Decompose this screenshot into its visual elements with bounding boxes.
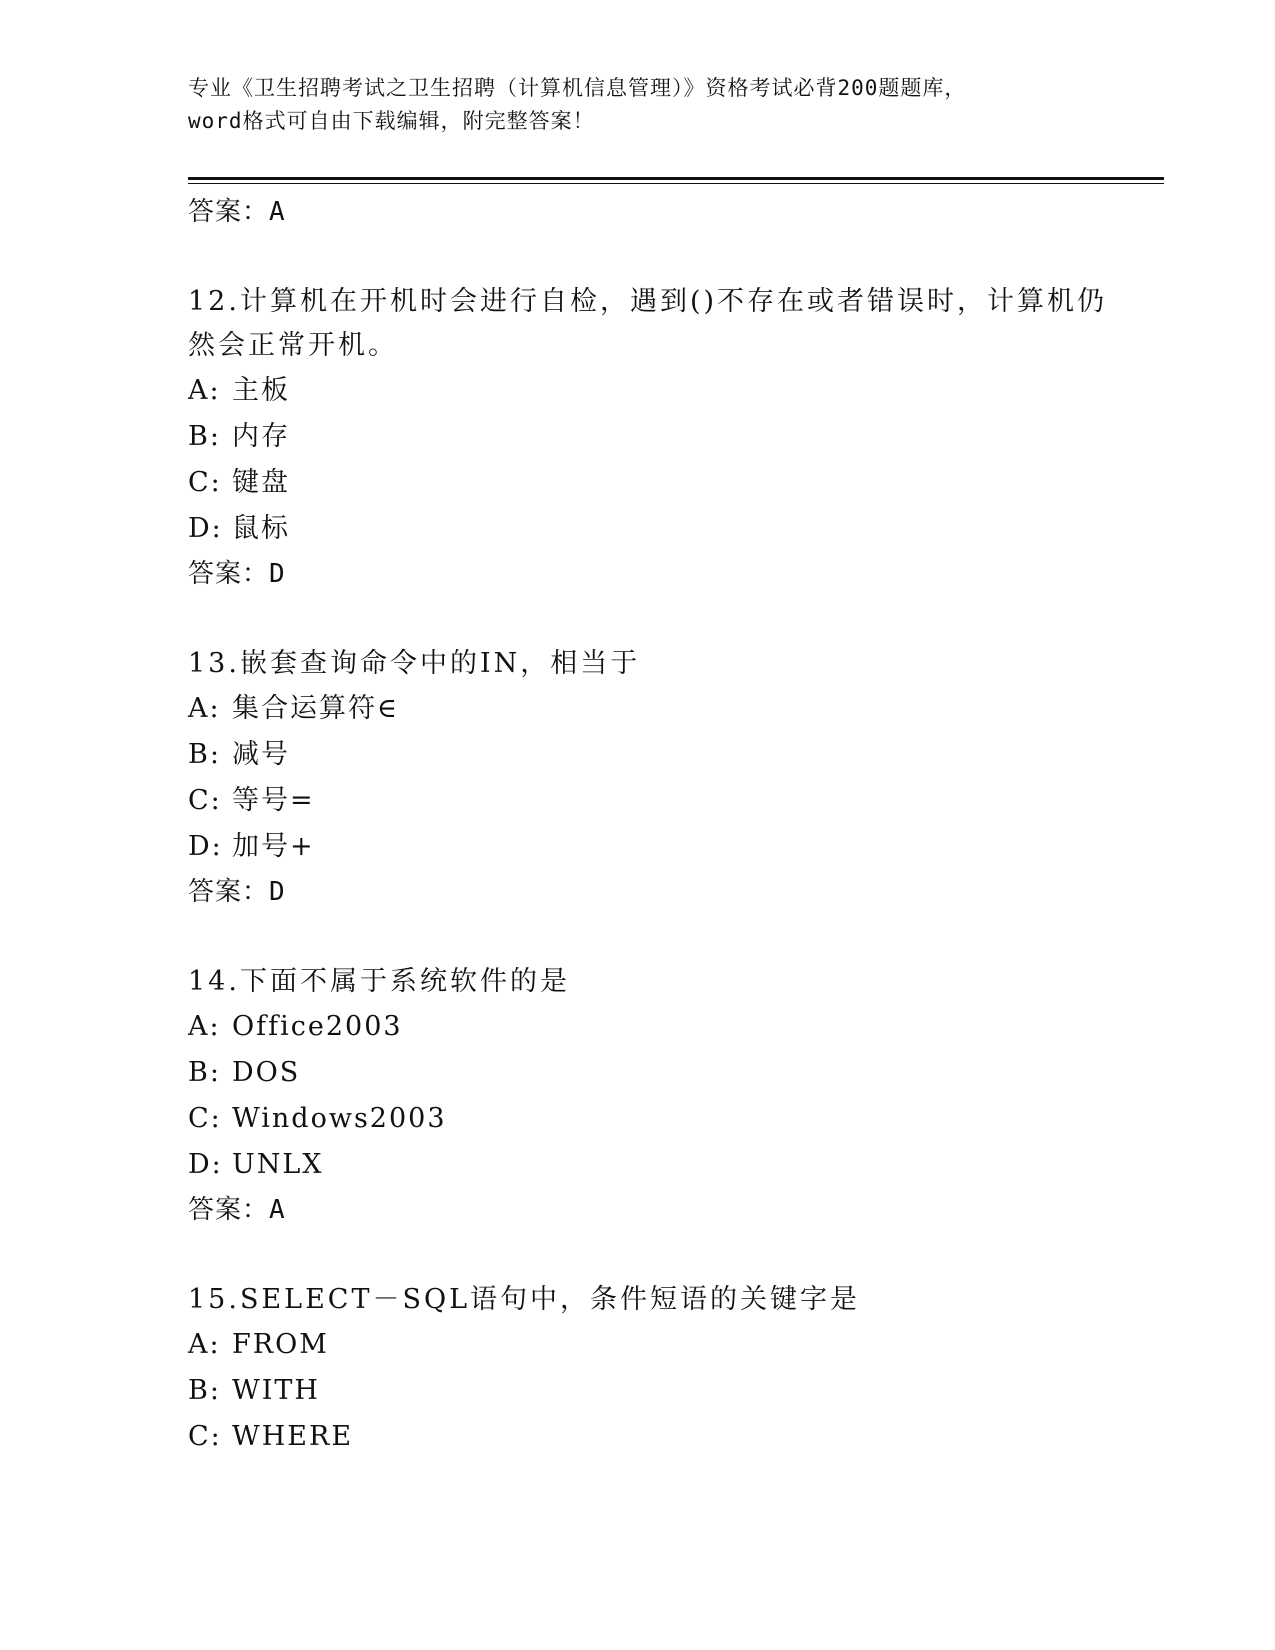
option-text: WITH bbox=[232, 1375, 320, 1406]
question-12-option-c bbox=[188, 460, 1128, 506]
option-text: 键盘 bbox=[232, 467, 290, 498]
option-text: 内存 bbox=[232, 421, 290, 452]
option-letter: B: bbox=[188, 1057, 221, 1088]
option-text: 集合运算符∈ bbox=[232, 693, 399, 724]
option-letter: C: bbox=[188, 1421, 222, 1452]
question-13 bbox=[188, 642, 1128, 914]
question-13-text: 13.嵌套查询命令中的IN，相当于 bbox=[188, 648, 641, 679]
option-letter: B: bbox=[188, 1375, 221, 1406]
question-12-text-line-1: 12.计算机在开机时会进行自检，遇到()不存在或者错误时，计算机仍 bbox=[188, 286, 1108, 317]
option-text: 等号= bbox=[232, 785, 315, 816]
question-list bbox=[188, 190, 1128, 1460]
question-14-option-b bbox=[188, 1050, 1128, 1096]
question-14-option-a bbox=[188, 1004, 1128, 1050]
header-divider-thin bbox=[188, 183, 1164, 184]
question-15-text: 15.SELECT－SQL语句中，条件短语的关键字是 bbox=[188, 1284, 861, 1315]
header-divider-thick bbox=[188, 177, 1164, 180]
question-12-option-d bbox=[188, 506, 1128, 552]
option-letter: B: bbox=[188, 421, 221, 452]
document-header bbox=[188, 72, 1088, 138]
question-13-option-c bbox=[188, 778, 1128, 824]
question-15 bbox=[188, 1278, 1128, 1460]
option-text: Office2003 bbox=[232, 1011, 403, 1042]
option-text: FROM bbox=[232, 1329, 329, 1360]
header-line-2: word格式可自由下载编辑，附完整答案！ bbox=[188, 109, 595, 133]
option-letter: D: bbox=[188, 1149, 223, 1180]
option-text: DOS bbox=[232, 1057, 301, 1088]
question-13-option-a bbox=[188, 686, 1128, 732]
question-12-answer: 答案：D bbox=[188, 559, 286, 589]
question-14-answer: 答案：A bbox=[188, 1195, 286, 1225]
question-13-option-b bbox=[188, 732, 1128, 778]
option-text: UNLX bbox=[232, 1149, 324, 1180]
question-14 bbox=[188, 960, 1128, 1232]
question-13-answer: 答案：D bbox=[188, 877, 286, 907]
option-text: 加号+ bbox=[232, 831, 315, 862]
option-text: WHERE bbox=[232, 1421, 354, 1452]
option-letter: A: bbox=[188, 693, 221, 724]
question-12-option-b bbox=[188, 414, 1128, 460]
previous-answer: 答案：A bbox=[188, 197, 286, 227]
option-letter: B: bbox=[188, 739, 221, 770]
question-13-option-d bbox=[188, 824, 1128, 870]
question-15-option-c bbox=[188, 1414, 1128, 1460]
question-12-text-line-2: 然会正常开机。 bbox=[188, 330, 398, 361]
option-letter: A: bbox=[188, 1329, 221, 1360]
option-letter: C: bbox=[188, 785, 222, 816]
option-letter: D: bbox=[188, 831, 223, 862]
question-12-option-a bbox=[188, 368, 1128, 414]
option-text: 减号 bbox=[232, 739, 290, 770]
option-text: 主板 bbox=[232, 375, 290, 406]
option-letter: A: bbox=[188, 375, 221, 406]
option-letter: A: bbox=[188, 1011, 221, 1042]
header-line-1: 专业《卫生招聘考试之卫生招聘（计算机信息管理）》资格考试必背200题题库， bbox=[188, 76, 967, 100]
question-15-option-a bbox=[188, 1322, 1128, 1368]
option-letter: C: bbox=[188, 1103, 222, 1134]
question-14-option-c bbox=[188, 1096, 1128, 1142]
option-text: 鼠标 bbox=[232, 513, 290, 544]
option-text: Windows2003 bbox=[232, 1103, 447, 1134]
question-14-text: 14.下面不属于系统软件的是 bbox=[188, 966, 570, 997]
option-letter: D: bbox=[188, 513, 223, 544]
question-14-option-d bbox=[188, 1142, 1128, 1188]
question-15-option-b bbox=[188, 1368, 1128, 1414]
question-12 bbox=[188, 280, 1128, 596]
option-letter: C: bbox=[188, 467, 222, 498]
